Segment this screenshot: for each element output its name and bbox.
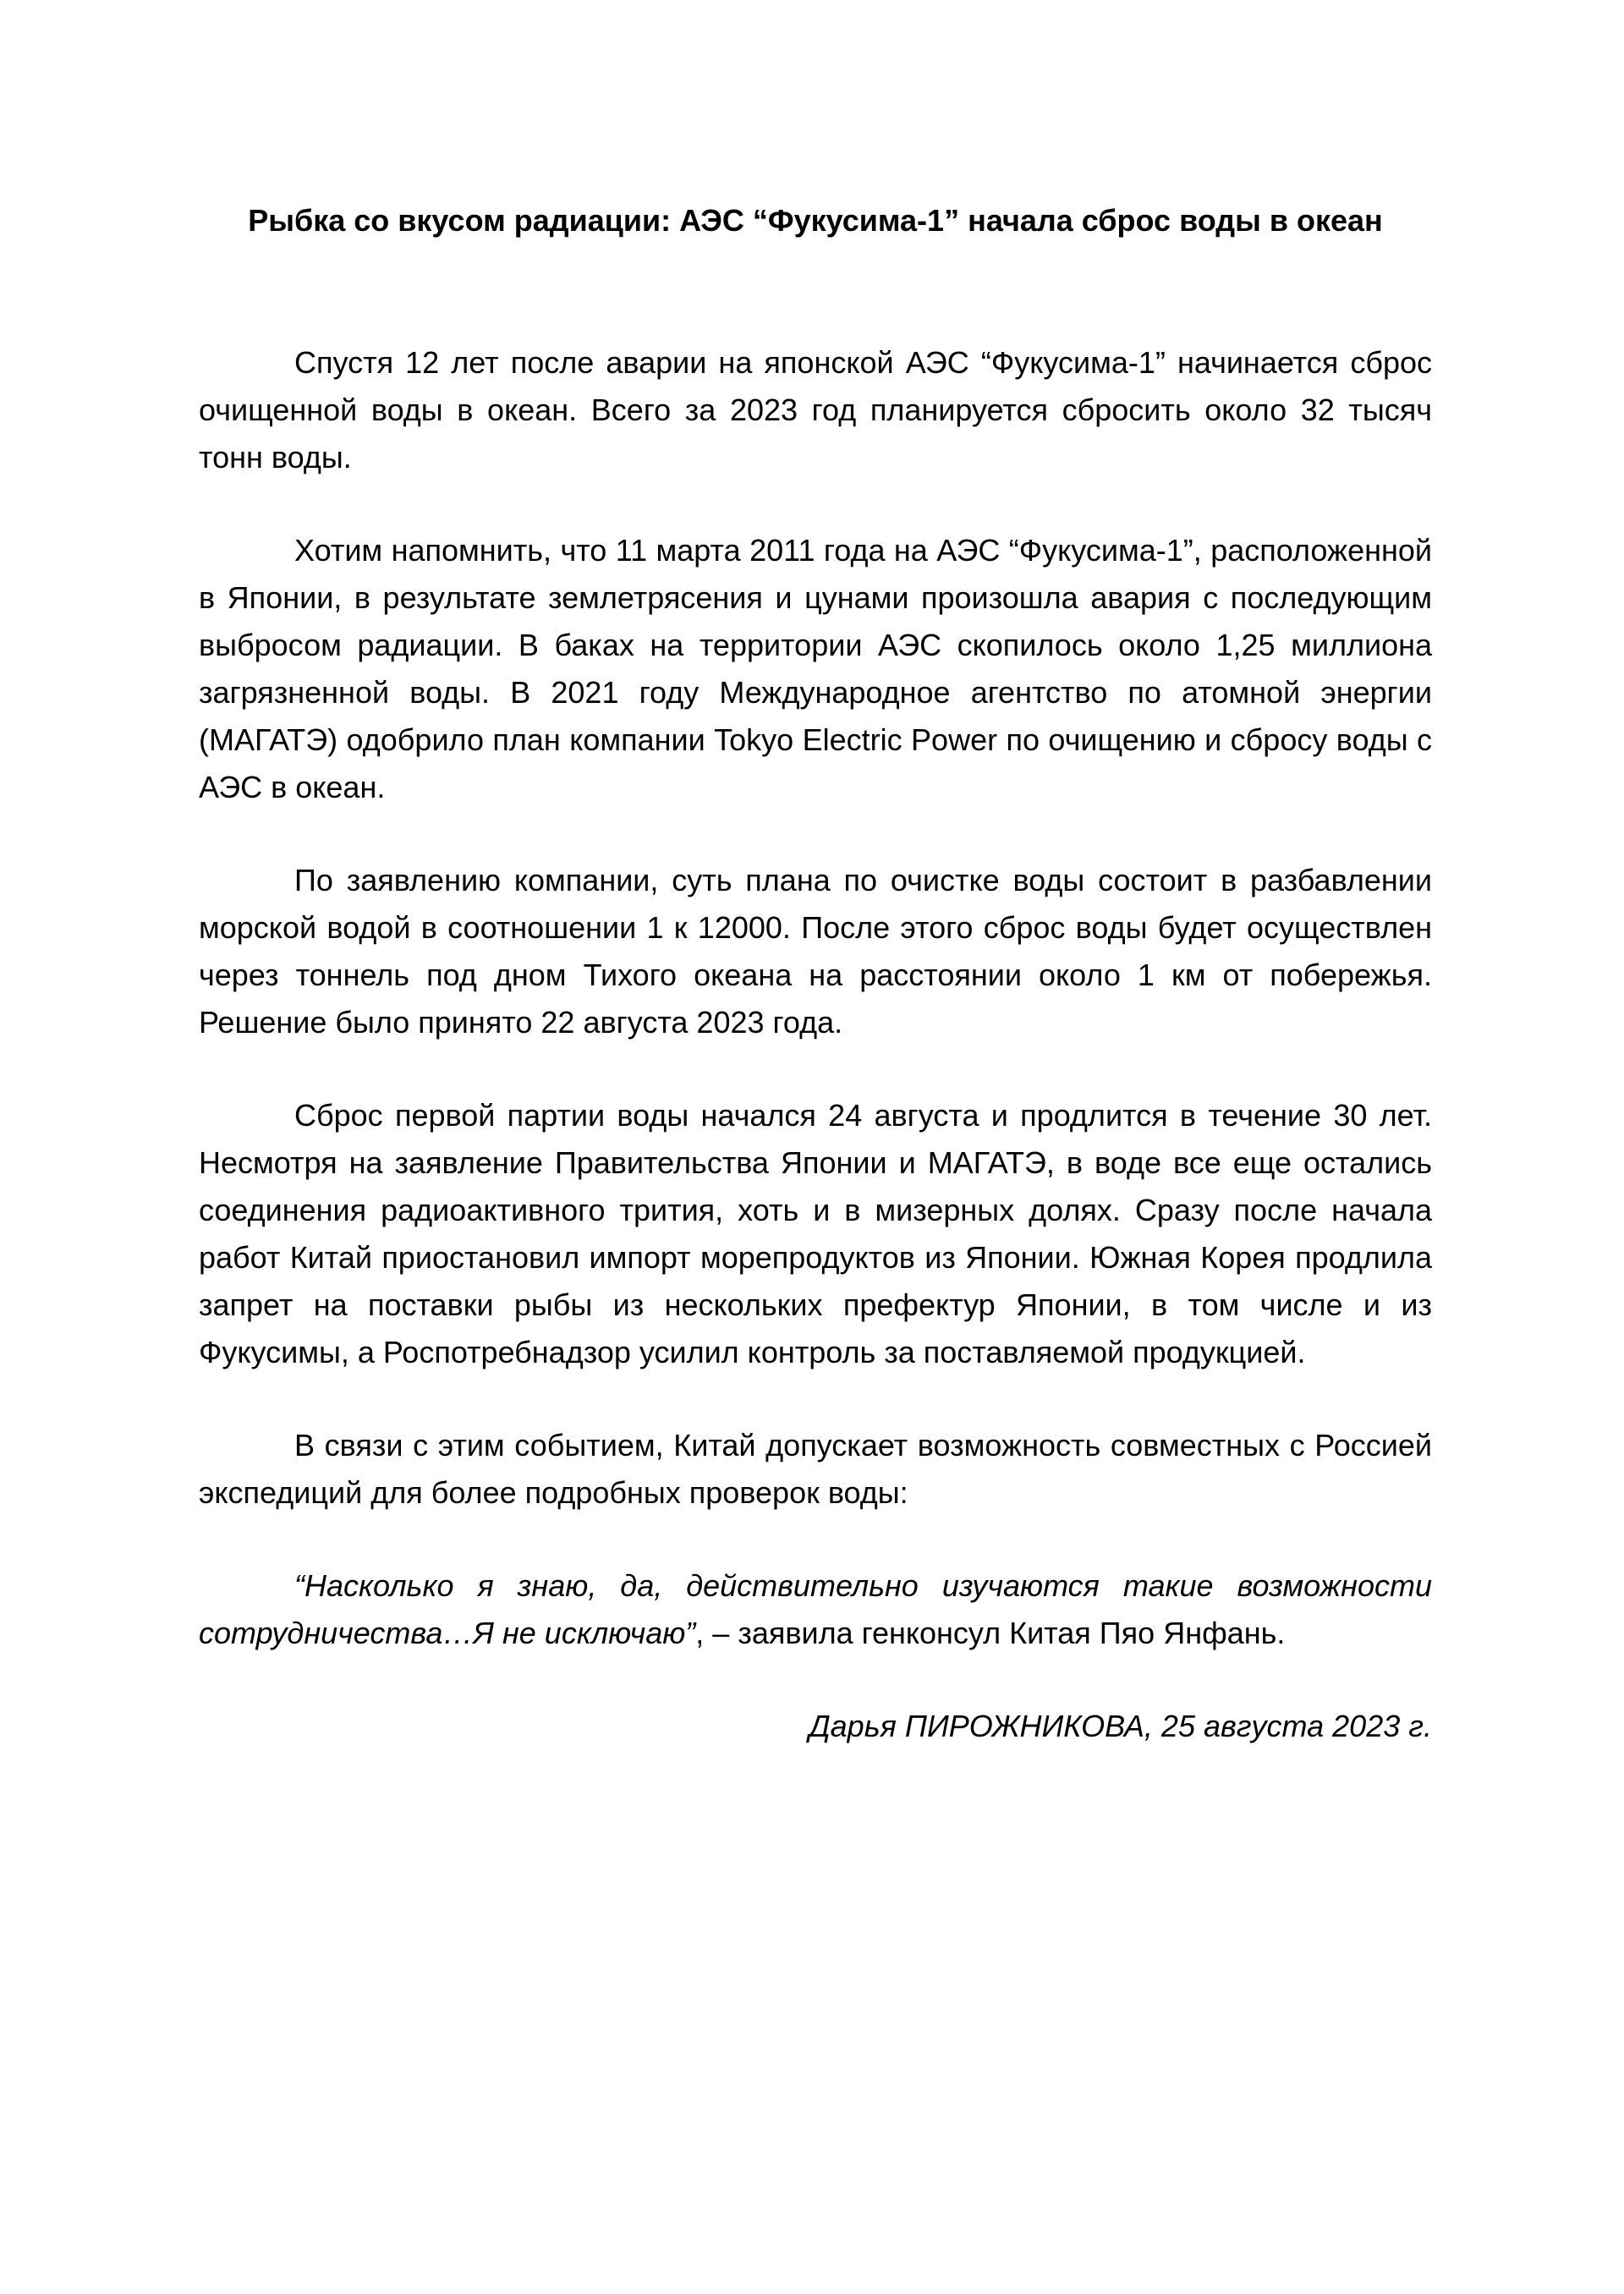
paragraph-2: Хотим напомнить, что 11 марта 2011 года на АЭС “Фукусима-1”, расположенной в Японии, в результате землетрясения и цунами произошла авария с последующим выбросом радиации. В баках на территории АЭС скопилось около 1,25 миллиона загрязненной воды. В 2021 году Международное агентство по атомной энергии (МАГАТЭ) одобрило план компании Tokyo Electric Power по очищению и сбросу воды с АЭС в океан. xyxy=(199,533,1432,804)
quote-attribution: , – заявила генконсул Китая Пяо Янфань. xyxy=(695,1616,1286,1650)
document-page xyxy=(199,197,1432,1750)
paragraph-1: Спустя 12 лет после аварии на японской АЭС “Фукусима-1” начинается сброс очищенной воды в океан. Всего за 2023 год планируется сбросить около 32 тысяч тонн воды. xyxy=(199,345,1432,475)
author-signature: Дарья ПИРОЖНИКОВА, 25 августа 2023 г. xyxy=(809,1709,1432,1743)
paragraph-5: В связи с этим событием, Китай допускает возможность совместных с Россией экспедиций для более подробных проверок воды: xyxy=(199,1428,1432,1510)
quote-paragraph xyxy=(199,1562,1432,1657)
quote-text: “Насколько я знаю, да, действительно изучаются такие возможности сотрудничества…Я не исключаю” xyxy=(199,1568,1432,1650)
article-title: Рыбка со вкусом радиации: АЭС “Фукусима-1” начала сброс воды в океан xyxy=(248,203,1383,238)
paragraph-3: По заявлению компании, суть плана по очистке воды состоит в разбавлении морской водой в соотношении 1 к 12000. После этого сброс воды будет осуществлен через тоннель под дном Тихого океана на расстоянии около 1 км от побережья. Решение было принято 22 августа 2023 года. xyxy=(199,863,1432,1040)
paragraph-4: Сброс первой партии воды начался 24 августа и продлится в течение 30 лет. Несмотря на заявление Правительства Японии и МАГАТЭ, в воде все еще остались соединения радиоактивного трития, хоть и в мизерных долях. Сразу после начала работ Китай приостановил импорт морепродуктов из Японии. Южная Корея продлила запрет на поставки рыбы из нескольких префектур Японии, в том числе и из Фукусимы, а Роспотребнадзор усилил контроль за поставляемой продукцией. xyxy=(199,1098,1432,1369)
